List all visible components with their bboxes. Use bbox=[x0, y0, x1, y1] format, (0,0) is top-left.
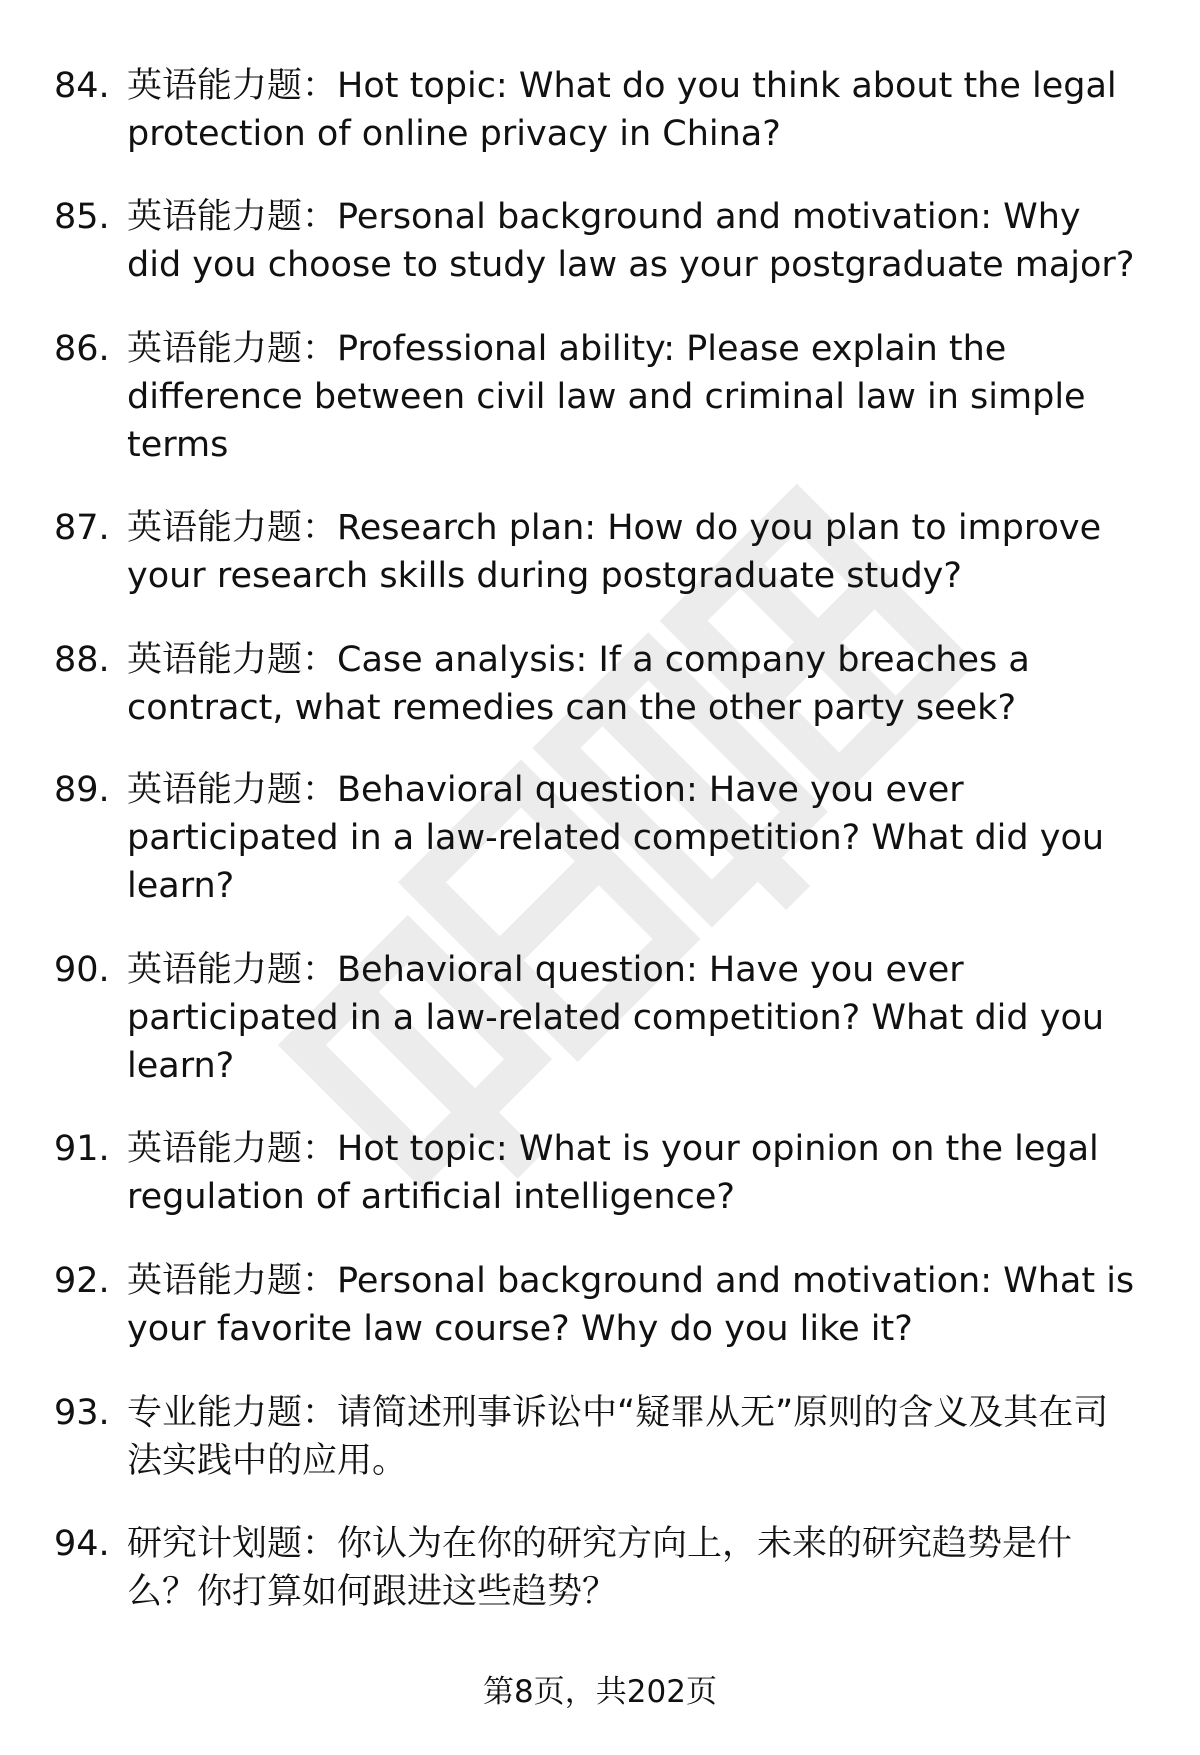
question-body bbox=[127, 1520, 1142, 1616]
question-body bbox=[127, 325, 1142, 469]
question-category: 英语能力题 bbox=[127, 329, 303, 369]
question-number: 88. bbox=[54, 640, 110, 680]
question-body bbox=[127, 946, 1142, 1090]
question-number: 84. bbox=[54, 66, 110, 106]
category-separator: ： bbox=[302, 66, 338, 106]
question-number: 93. bbox=[54, 1393, 110, 1433]
category-separator: ： bbox=[302, 1129, 338, 1169]
question-body bbox=[127, 504, 1142, 600]
question-number: 91. bbox=[54, 1129, 110, 1169]
question-number: 86. bbox=[54, 329, 110, 369]
question-number: 85. bbox=[54, 197, 110, 237]
question-text: Hot topic: What do you think about the legal protection of online privacy in China? bbox=[127, 66, 1117, 154]
question-text: Personal background and motivation: Why did you choose to study law as your postgraduate major? bbox=[127, 197, 1135, 285]
question-body bbox=[127, 1125, 1142, 1221]
question-category: 英语能力题 bbox=[127, 640, 303, 680]
question-text: Behavioral question: Have you ever participated in a law-related competition? What did you learn? bbox=[127, 950, 1105, 1086]
category-separator: ： bbox=[302, 508, 338, 548]
question-body bbox=[127, 1257, 1142, 1353]
question-number: 92. bbox=[54, 1261, 110, 1301]
category-separator: ： bbox=[302, 1393, 338, 1433]
question-number: 89. bbox=[54, 770, 110, 810]
question-category: 英语能力题 bbox=[127, 66, 303, 106]
question-body bbox=[127, 766, 1142, 910]
question-text: Case analysis: If a company breaches a contract, what remedies can the other party seek? bbox=[127, 640, 1030, 728]
question-category: 英语能力题 bbox=[127, 950, 303, 990]
question-category: 英语能力题 bbox=[127, 1129, 303, 1169]
question-body bbox=[127, 62, 1142, 158]
question-category: 研究计划题 bbox=[127, 1524, 303, 1564]
category-separator: ： bbox=[302, 197, 338, 237]
question-number: 90. bbox=[54, 950, 110, 990]
category-separator: ： bbox=[302, 640, 338, 680]
page-footer: 第8页，共202页 bbox=[483, 1674, 717, 1710]
question-text: Behavioral question: Have you ever participated in a law-related competition? What did you learn? bbox=[127, 770, 1105, 906]
question-body bbox=[127, 1389, 1142, 1485]
question-text: Professional ability: Please explain the difference between civil law and criminal law in simple terms bbox=[127, 329, 1086, 465]
question-text: Hot topic: What is your opinion on the legal regulation of artificial intelligence? bbox=[127, 1129, 1099, 1217]
question-text: Personal background and motivation: What is your favorite law course? Why do you like it? bbox=[127, 1261, 1135, 1349]
category-separator: ： bbox=[302, 1261, 338, 1301]
question-text: 请简述刑事诉讼中“疑罪从无”原则的含义及其在司法实践中的应用。 bbox=[127, 1393, 1109, 1481]
category-separator: ： bbox=[302, 329, 338, 369]
question-category: 专业能力题 bbox=[127, 1393, 303, 1433]
category-separator: ： bbox=[302, 950, 338, 990]
question-category: 英语能力题 bbox=[127, 508, 303, 548]
question-body bbox=[127, 193, 1142, 289]
question-text: Research plan: How do you plan to improve your research skills during postgraduate study? bbox=[127, 508, 1102, 596]
question-text: 你认为在你的研究方向上，未来的研究趋势是什么？你打算如何跟进这些趋势？ bbox=[127, 1524, 1073, 1612]
question-number: 87. bbox=[54, 508, 110, 548]
question-body bbox=[127, 636, 1142, 732]
question-category: 英语能力题 bbox=[127, 197, 303, 237]
question-category: 英语能力题 bbox=[127, 770, 303, 810]
category-separator: ： bbox=[302, 1524, 338, 1564]
category-separator: ： bbox=[302, 770, 338, 810]
question-category: 英语能力题 bbox=[127, 1261, 303, 1301]
question-number: 94. bbox=[54, 1524, 110, 1564]
